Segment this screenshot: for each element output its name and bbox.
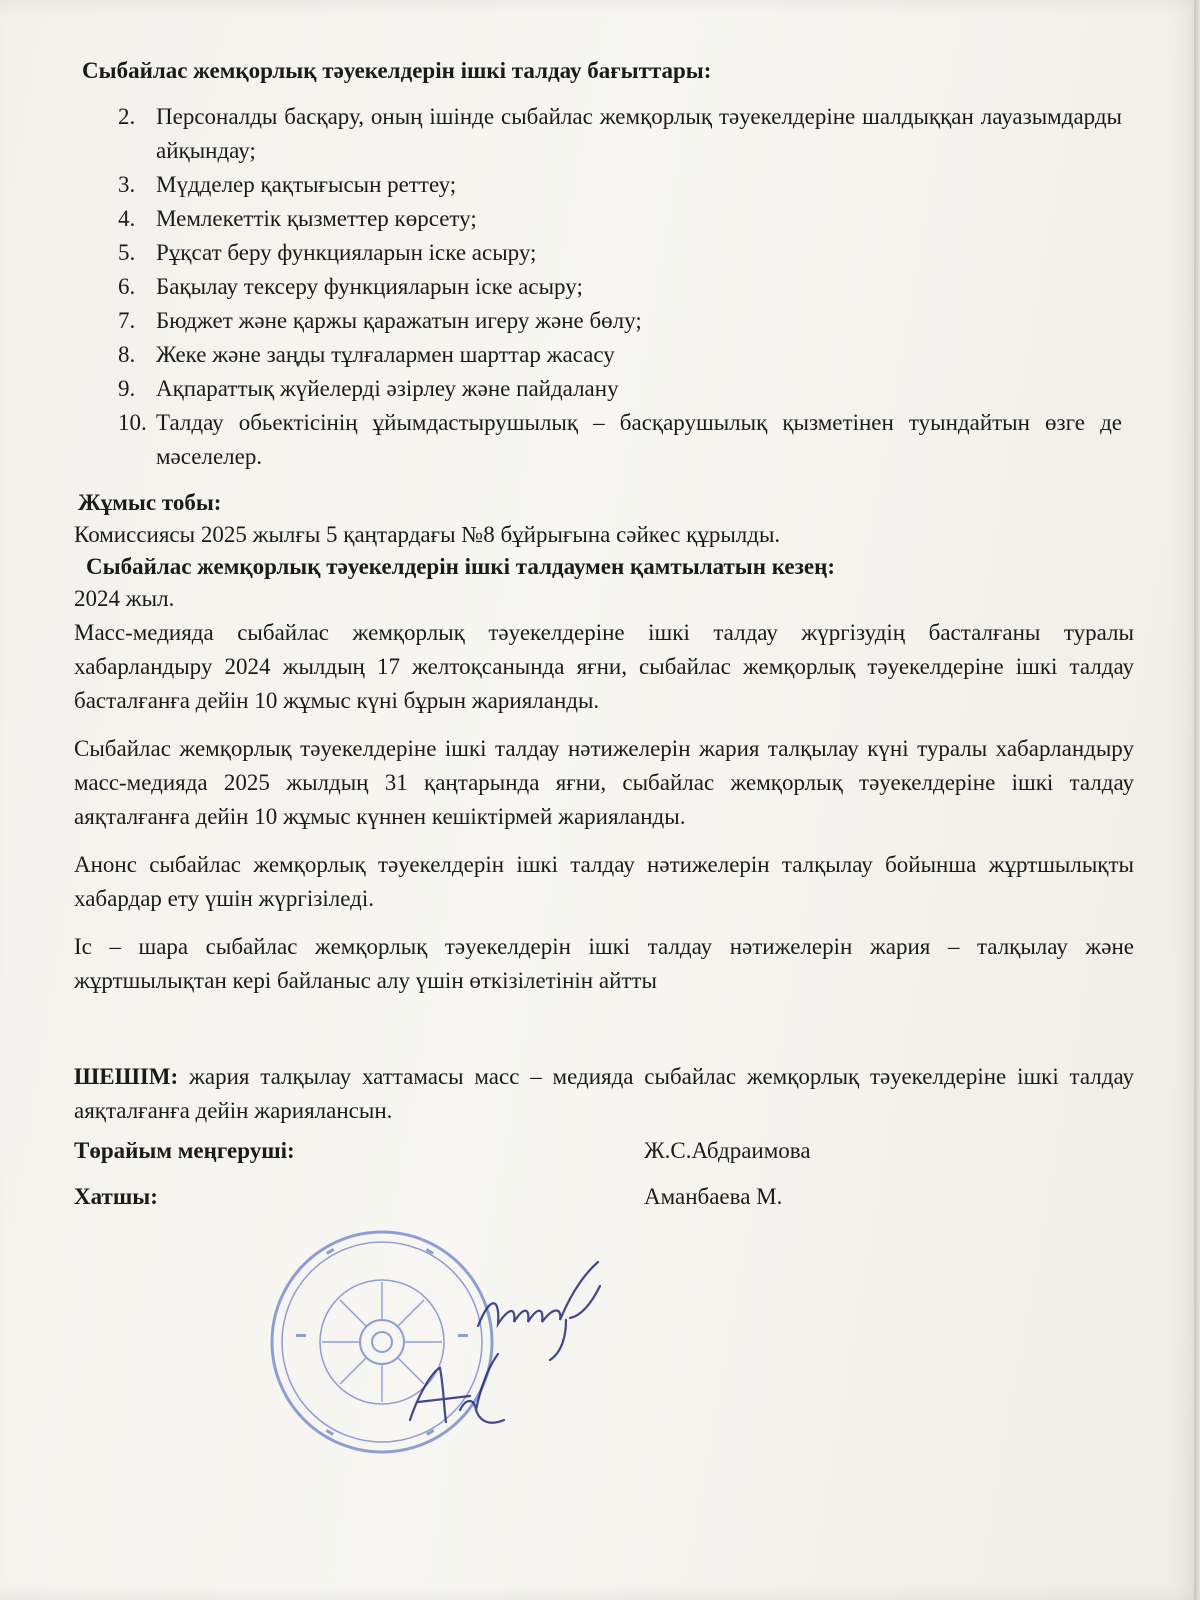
period-heading: Сыбайлас жемқорлық тәуекелдерін ішкі талдаумен қамтылатын кезең: (86, 554, 836, 579)
areas-heading: Сыбайлас жемқорлық тәуекелдерін ішкі талдау бағыттары: (82, 58, 712, 83)
item-text: Жеке және заңды тұлғалармен шарттар жасасу (156, 342, 615, 367)
working-group-text: Комиссиясы 2025 жылғы 5 қаңтардағы №8 бұйрығына сәйкес құрылды. (74, 522, 781, 547)
item-text: Талдау обьектісінің ұйымдастырушылық – басқарушылық қызметінен туындайтын өзге де мәселелер. (156, 410, 1122, 469)
item-text: Бақылау тексеру функцияларын іске асыру; (156, 274, 583, 299)
period-text: 2024 жыл. (74, 586, 175, 611)
item-text: Персоналды басқару, оның ішінде сыбайлас жемқорлық тәуекелдеріне шалдыққан лауазымдарды айқындау; (156, 104, 1122, 163)
item-number: 7. (118, 308, 136, 333)
secretary-signature (400, 1350, 520, 1445)
item-number: 10. (118, 410, 147, 435)
decision (74, 1060, 1134, 1128)
item-number: 3. (118, 172, 136, 197)
list-item (74, 202, 1134, 236)
item-text: Ақпараттық жүйелерді әзірлеу және пайдалану (156, 376, 619, 401)
item-number: 2. (118, 104, 136, 129)
secretary-role: Хатшы: (74, 1184, 158, 1209)
decision-label: ШЕШІМ: (74, 1064, 179, 1089)
list-item (74, 168, 1134, 202)
signature-row-secretary (74, 1174, 1134, 1220)
chair-role: Төрайым меңгеруші: (74, 1138, 295, 1163)
paragraph-event: Іс – шара сыбайлас жемқорлық тәуекелдерін ішкі талдау нәтижелерін жария – талқылау және жұртшылықтан кері байланыс алу үшін өткізілетінін айтты (74, 934, 1134, 993)
chair-name: Ж.С.Абдраимова (644, 1138, 811, 1163)
working-group-heading: Жұмыс тобы: (78, 490, 222, 515)
item-text: Мемлекеттік қызметтер көрсету; (156, 206, 477, 231)
item-number: 5. (118, 240, 136, 265)
item-text: Рұқсат беру функцияларын іске асыру; (156, 240, 537, 265)
list-item (74, 406, 1134, 474)
paragraph-announcement-results: Сыбайлас жемқорлық тәуекелдеріне ішкі талдау нәтижелерін жария талқылау күні туралы хабарландыру масс-медияда 2025 жылдың 31 қаңтарында яғни, сыбайлас жемқорлық тәуекелдеріне ішкі талдау аяқталғанға дейін 10 жұмыс күннен кешіктірмей жарияланды. (74, 736, 1134, 829)
list-item (74, 338, 1134, 372)
list-item (74, 270, 1134, 304)
list-item (74, 100, 1134, 168)
item-text: Бюджет және қаржы қаражатын игеру және бөлу; (156, 308, 642, 333)
item-number: 9. (118, 376, 136, 401)
list-item (74, 236, 1134, 270)
decision-text: жария талқылау хаттамасы масс – медияда сыбайлас жемқорлық тәуекелдеріне ішкі талдау аяқталғанға дейін жариялансын. (74, 1064, 1134, 1123)
item-number: 8. (118, 342, 136, 367)
item-number: 6. (118, 274, 136, 299)
item-text: Мүдделер қақтығысын реттеу; (156, 172, 457, 197)
paragraph-announce: Анонс сыбайлас жемқорлық тәуекелдерін ішкі талдау нәтижелерін талқылау бойынша жұртшылықты хабардар ету үшін жүргізіледі. (74, 852, 1134, 911)
page-edge (1194, 0, 1200, 1600)
document-body (74, 56, 1134, 1220)
signature-row-chair (74, 1128, 1134, 1174)
paragraph-announcement-start: Масс-медияда сыбайлас жемқорлық тәуекелдеріне ішкі талдау жүргізудің басталғаны туралы хабарландыру 2024 жылдың 17 желтоқсанында яғни, сыбайлас жемқорлық тәуекелдеріне ішкі талдау басталғанға дейін 10 жұмыс күні бұрын жарияланды. (74, 620, 1134, 713)
secretary-name: Аманбаева М. (644, 1184, 783, 1209)
areas-list (74, 100, 1134, 474)
list-item (74, 372, 1134, 406)
item-number: 4. (118, 206, 136, 231)
list-item (74, 304, 1134, 338)
